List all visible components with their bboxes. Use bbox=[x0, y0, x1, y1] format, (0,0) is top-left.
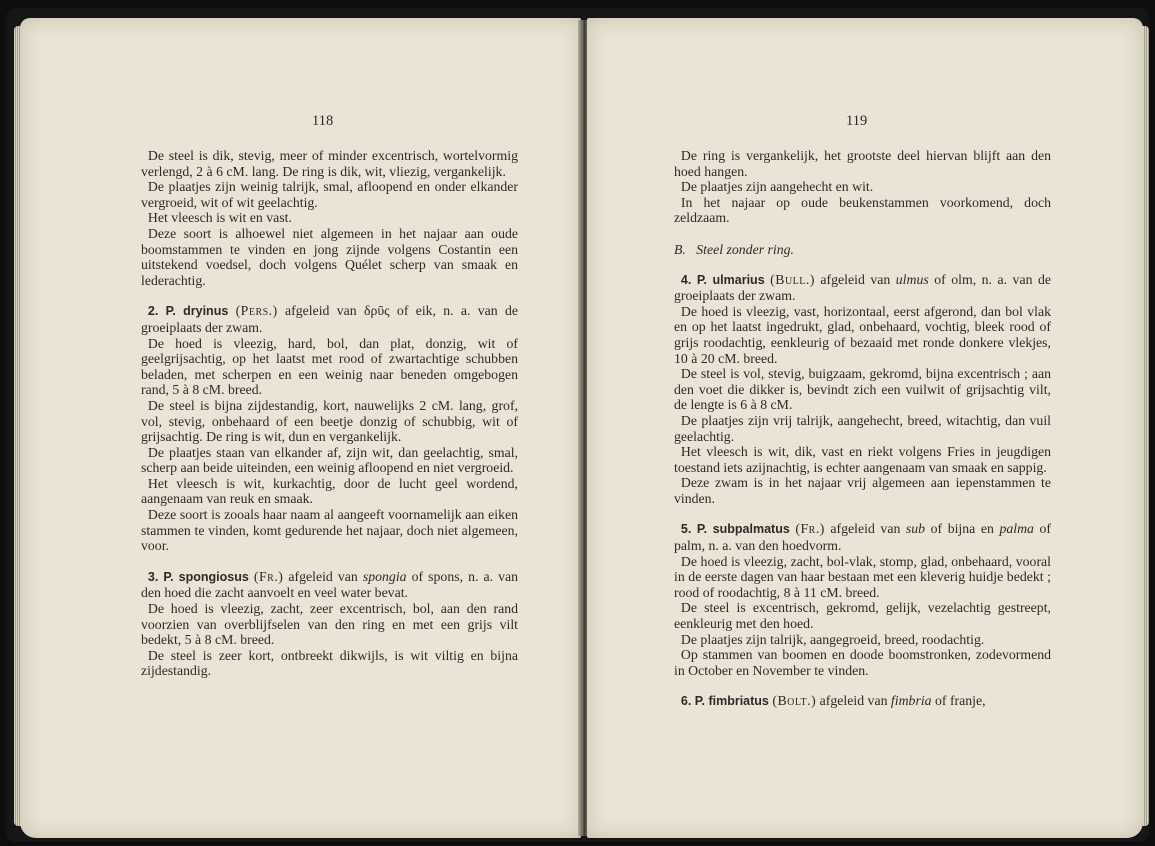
entry-number: 6. bbox=[680, 694, 692, 709]
species-name: P. spongiosus bbox=[163, 569, 249, 584]
section-letter: B. bbox=[674, 241, 686, 257]
author-abbrev: (Bolt.) bbox=[772, 693, 817, 709]
species-name: P. dryinus bbox=[165, 304, 229, 319]
paragraph: De hoed is vleezig, vast, horizontaal, eerst afgerond, dan bol vlak en op het laatst ingedrukt, glad, onbehaard, vochtig, bleek rood of grijs roodachtig, eenkleurig of bezaaid met ronde donkere vlekjes, 10 à 20 cM. breed. bbox=[674, 303, 1051, 366]
species-entry-heading: 3. P. spongiosus (Fr.) afgeleid van spongia of spons, n. a. van den hoed die zacht aanvoelt en veel water bevat. bbox=[141, 568, 519, 601]
paragraph: De plaatjes zijn vrij talrijk, aangehecht, breed, witachtig, dan vuil geelachtig. bbox=[674, 412, 1051, 444]
section-heading bbox=[674, 242, 1051, 258]
latin-word: sub bbox=[905, 521, 926, 537]
paragraph: Op stammen van boomen en doode boomstronken, zodevormend in October en November te vinden. bbox=[674, 647, 1051, 678]
paragraph: De plaatjes zijn talrijk, aangegroeid, breed, roodachtig. bbox=[680, 631, 985, 647]
author-abbrev: (Pers.) bbox=[235, 303, 278, 319]
paragraph: Deze zwam is in het najaar vrij algemeen aan iepenstammen te vinden. bbox=[674, 475, 1051, 506]
paragraph: De steel is vol, stevig, buigzaam, gekromd, bijna excentrisch ; aan den voet die dikker is, bevindt zich een vuilwit of grijsachtig vilt, de lengte is 6 à 8 cM. bbox=[674, 366, 1051, 413]
paragraph: De plaatjes staan van elkander af, zijn wit, dan geelachtig, smal, scherp aan beide uiteinden, een weinig afloopend en niet vergroeid. bbox=[141, 444, 518, 476]
section-title: Steel zonder ring. bbox=[696, 241, 794, 257]
species-name: P. subpalmatus bbox=[696, 522, 790, 537]
species-entry-heading: 5. P. subpalmatus (Fr.) afgeleid van sub of bijna en palma of palm, n. a. van den hoedvorm. bbox=[674, 521, 1051, 554]
paragraph: De plaatjes zijn aangehecht en wit. bbox=[680, 179, 874, 195]
species-entry-heading: 6. P. fimbriatus (Bolt.) afgeleid van fimbria of franje, bbox=[680, 693, 986, 709]
paragraph: In het najaar op oude beukenstammen voorkomend, doch zeldzaam. bbox=[674, 194, 1051, 226]
entry-number: 3. bbox=[147, 569, 159, 584]
species-entry-heading: 4. P. ulmarius (Bull.) afgeleid van ulmus of olm, n. a. van de groeiplaats der zwam. bbox=[674, 271, 1051, 304]
species-name: P. fimbriatus bbox=[694, 694, 769, 709]
paragraph: Het vleesch is wit, dik, vast en riekt volgens Fries in jeugdigen toestand iets azijnachtig, is echter aangenaam van smaak en sappig. bbox=[674, 444, 1051, 475]
species-name: P. ulmarius bbox=[696, 272, 765, 287]
right-page-edges bbox=[1142, 26, 1149, 826]
paragraph: De hoed is vleezig, zacht, zeer excentrisch, bol, aan den rand voorzien van overblijfselen van den ring en met een grijs vilt bedekt, 5 à 8 cM. breed. bbox=[141, 601, 518, 648]
page-number: 118 bbox=[312, 113, 334, 129]
page-body bbox=[141, 148, 518, 679]
latin-word: ulmus bbox=[895, 271, 929, 287]
paragraph: De steel is excentrisch, gekromd, gelijk, vezelachtig gestreept, eenkleurig met den hoed. bbox=[674, 600, 1051, 632]
entry-number: 2. bbox=[147, 304, 159, 319]
author-abbrev: (Bull.) bbox=[770, 271, 815, 287]
right-page bbox=[587, 18, 1143, 838]
paragraph: De steel is dik, stevig, meer of minder excentrisch, wortelvormig verlengd, 2 à 6 cM. lang. De ring is dik, wit, vliezig, vergankelijk. bbox=[141, 148, 518, 179]
species-entry-heading: 2. P. dryinus (Pers.) afgeleid van δρῦς of eik, n. a. van de groeiplaats der zwam. bbox=[141, 303, 519, 335]
paragraph: Het vleesch is wit, kurkachtig, door de lucht geel wordend, aangenaam van reuk en smaak. bbox=[141, 475, 518, 507]
paragraph: De hoed is vleezig, zacht, bol-vlak, stomp, glad, onbehaard, vooral in de eerste dagen van haar bestaan met een kleverig huidje bedekt ; rood of roodachtig, 8 à 11 cM. breed. bbox=[674, 553, 1051, 600]
book-scan bbox=[6, 8, 1149, 842]
paragraph: De steel is bijna zijdestandig, kort, nauwelijks 2 cM. lang, grof, vol, stevig, onbehaard of een beetje donzig of schubbig, wit of grijsachtig. De ring is wit, dun en vergankelijk. bbox=[141, 397, 518, 445]
paragraph: De steel is zeer kort, ontbreekt dikwijls, is wit viltig en bijna zijdestandig. bbox=[141, 647, 518, 679]
paragraph: De ring is vergankelijk, het grootste deel hiervan blijft aan den hoed hangen. bbox=[674, 148, 1051, 179]
paragraph: Deze soort is zooals haar naam al aangeeft voornamelijk aan eiken stammen te vinden, komt gedurende het najaar, doch niet algemeen, voor. bbox=[141, 507, 518, 554]
author-abbrev: (Fr.) bbox=[253, 568, 284, 584]
author-abbrev: (Fr.) bbox=[795, 521, 825, 537]
paragraph: Het vleesch is wit en vast. bbox=[147, 210, 292, 226]
page-body bbox=[674, 148, 1051, 710]
paragraph: De hoed is vleezig, hard, bol, dan plat, donzig, wit of geelgrijsachtig, op het laatst met rood of zwartachtige schubben beladen, met scherpen en een weinig naar beneden omgebogen rand, 5 à 8 cM. breed. bbox=[141, 335, 518, 398]
latin-word: palma bbox=[999, 521, 1034, 537]
left-page bbox=[20, 18, 581, 838]
entry-number: 4. bbox=[680, 272, 692, 287]
paragraph: Deze soort is alhoewel niet algemeen in het najaar aan oude boomstammen te vinden en jong zijnde volgens Costantin een uitstekend voedsel, doch volgens Quélet scherp van smaak en lederachtig. bbox=[141, 225, 518, 288]
entry-number: 5. bbox=[680, 522, 692, 537]
latin-word: fimbria bbox=[890, 693, 932, 709]
greek-word: δρῦς bbox=[363, 303, 390, 319]
latin-word: spongia bbox=[362, 568, 407, 584]
paragraph: De plaatjes zijn weinig talrijk, smal, afloopend en onder elkander vergroeid, wit of wit geelachtig. bbox=[141, 179, 518, 210]
page-number: 119 bbox=[846, 113, 868, 129]
